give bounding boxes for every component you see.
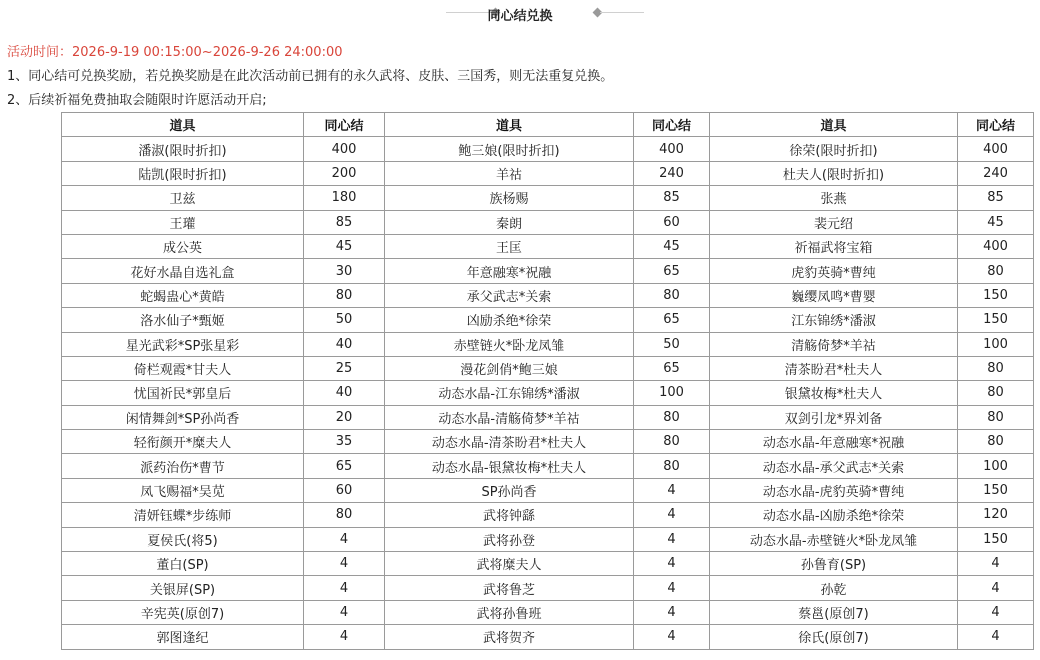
item-name-cell: 轻衔颜开*糜夫人 [62, 430, 304, 454]
item-cost-cell: 150 [958, 283, 1034, 307]
item-name-cell: 秦朗 [385, 210, 634, 234]
item-name-cell: 祈福武将宝箱 [710, 234, 958, 258]
item-cost-cell: 40 [304, 381, 385, 405]
item-name-cell: 董白(SP) [62, 552, 304, 576]
item-name-cell: 清茶盼君*杜夫人 [710, 356, 958, 380]
item-name-cell: 巍缨凤鸣*曹婴 [710, 283, 958, 307]
item-name-cell: 武将钟繇 [385, 503, 634, 527]
item-cost-cell: 4 [304, 576, 385, 600]
table-row [62, 137, 1034, 161]
header-cost-3: 同心结 [958, 113, 1034, 137]
table-row [62, 454, 1034, 478]
item-name-cell: 徐氏(原创7) [710, 625, 958, 649]
table-row [62, 478, 1034, 502]
item-cost-cell: 100 [634, 381, 710, 405]
item-cost-cell: 20 [304, 405, 385, 429]
item-cost-cell: 4 [634, 625, 710, 649]
item-cost-cell: 200 [304, 161, 385, 185]
item-cost-cell: 60 [304, 478, 385, 502]
table-row [62, 161, 1034, 185]
item-name-cell: 杜夫人(限时折扣) [710, 161, 958, 185]
item-name-cell: 银黛妆梅*杜夫人 [710, 381, 958, 405]
item-name-cell: 动态水晶-年意融寒*祝融 [710, 430, 958, 454]
item-cost-cell: 80 [634, 283, 710, 307]
item-name-cell: 凶励杀绝*徐荣 [385, 308, 634, 332]
item-cost-cell: 65 [634, 308, 710, 332]
item-cost-cell: 80 [958, 356, 1034, 380]
item-name-cell: 武将孙鲁班 [385, 600, 634, 624]
item-name-cell: 蔡邕(原创7) [710, 600, 958, 624]
item-name-cell: 王匡 [385, 234, 634, 258]
exchange-table [61, 112, 1034, 650]
item-name-cell: 卫兹 [62, 186, 304, 210]
item-cost-cell: 30 [304, 259, 385, 283]
item-cost-cell: 4 [304, 600, 385, 624]
item-name-cell: 虎豹英骑*曹纯 [710, 259, 958, 283]
item-name-cell: 倚栏观霞*甘夫人 [62, 356, 304, 380]
item-name-cell: 孙乾 [710, 576, 958, 600]
item-name-cell: 星光武彩*SP张星彩 [62, 332, 304, 356]
item-name-cell: 年意融寒*祝融 [385, 259, 634, 283]
item-cost-cell: 60 [634, 210, 710, 234]
item-name-cell: 武将糜夫人 [385, 552, 634, 576]
item-cost-cell: 240 [634, 161, 710, 185]
item-name-cell: 辛宪英(原创7) [62, 600, 304, 624]
item-cost-cell: 80 [304, 283, 385, 307]
table-row [62, 503, 1034, 527]
item-name-cell: 动态水晶-银黛妆梅*杜夫人 [385, 454, 634, 478]
item-cost-cell: 4 [634, 600, 710, 624]
rule-text-2: 2、后续祈福免费抽取会随限时许愿活动开启; [7, 93, 267, 108]
item-name-cell: 动态水晶-虎豹英骑*曹纯 [710, 478, 958, 502]
item-cost-cell: 4 [958, 552, 1034, 576]
item-name-cell: 孙鲁育(SP) [710, 552, 958, 576]
table-row [62, 430, 1034, 454]
item-name-cell: 承父武志*关索 [385, 283, 634, 307]
item-name-cell: 武将鲁芝 [385, 576, 634, 600]
table-row [62, 552, 1034, 576]
item-cost-cell: 120 [958, 503, 1034, 527]
item-name-cell: 动态水晶-江东锦绣*潘淑 [385, 381, 634, 405]
table-row [62, 405, 1034, 429]
item-cost-cell: 4 [958, 576, 1034, 600]
item-name-cell: 花好水晶自选礼盒 [62, 259, 304, 283]
item-name-cell: 清妍钰蝶*步练师 [62, 503, 304, 527]
item-name-cell: 江东锦绣*潘淑 [710, 308, 958, 332]
item-cost-cell: 35 [304, 430, 385, 454]
item-cost-cell: 4 [304, 625, 385, 649]
item-name-cell: 凤飞赐福*吴苋 [62, 478, 304, 502]
table-row [62, 210, 1034, 234]
item-cost-cell: 25 [304, 356, 385, 380]
table-row [62, 332, 1034, 356]
item-cost-cell: 45 [304, 234, 385, 258]
item-name-cell: 闲情舞剑*SP孙尚香 [62, 405, 304, 429]
item-name-cell: 动态水晶-凶励杀绝*徐荣 [710, 503, 958, 527]
item-name-cell: 鲍三娘(限时折扣) [385, 137, 634, 161]
item-cost-cell: 4 [634, 576, 710, 600]
item-cost-cell: 65 [634, 259, 710, 283]
header-item-2: 道具 [385, 113, 634, 137]
item-cost-cell: 4 [304, 552, 385, 576]
table-body [62, 137, 1034, 649]
item-name-cell: 动态水晶-承父武志*关索 [710, 454, 958, 478]
item-cost-cell: 50 [304, 308, 385, 332]
item-name-cell: 动态水晶-清茶盼君*杜夫人 [385, 430, 634, 454]
item-name-cell: SP孙尚香 [385, 478, 634, 502]
table-row [62, 625, 1034, 649]
header-cost-2: 同心结 [634, 113, 710, 137]
table-row [62, 600, 1034, 624]
item-cost-cell: 4 [304, 527, 385, 551]
item-cost-cell: 150 [958, 308, 1034, 332]
item-name-cell: 蛇蝎蛊心*黄皓 [62, 283, 304, 307]
item-name-cell: 族杨赐 [385, 186, 634, 210]
item-cost-cell: 65 [304, 454, 385, 478]
item-name-cell: 张燕 [710, 186, 958, 210]
table-row [62, 259, 1034, 283]
event-time: 活动时间：2026-9-19 00:15:00~2026-9-26 24:00:00 [7, 45, 343, 60]
item-cost-cell: 4 [634, 527, 710, 551]
item-cost-cell: 400 [304, 137, 385, 161]
item-cost-cell: 180 [304, 186, 385, 210]
item-cost-cell: 400 [958, 137, 1034, 161]
item-cost-cell: 4 [634, 552, 710, 576]
item-cost-cell: 4 [958, 600, 1034, 624]
item-name-cell: 裴元绍 [710, 210, 958, 234]
item-cost-cell: 45 [634, 234, 710, 258]
rule-text-1: 1、同心结可兑换奖励，若兑换奖励是在此次活动前已拥有的永久武将、皮肤、三国秀，则无法重复兑换。 [7, 69, 614, 84]
page-header [0, 0, 1040, 26]
item-name-cell: 洛水仙子*甄姬 [62, 308, 304, 332]
item-cost-cell: 80 [634, 405, 710, 429]
item-name-cell: 陆凯(限时折扣) [62, 161, 304, 185]
item-cost-cell: 80 [958, 259, 1034, 283]
item-cost-cell: 240 [958, 161, 1034, 185]
item-name-cell: 武将孙登 [385, 527, 634, 551]
page-title: 同心结兑换 [487, 9, 553, 24]
item-cost-cell: 4 [634, 478, 710, 502]
item-name-cell: 派药治伤*曹节 [62, 454, 304, 478]
item-name-cell: 成公英 [62, 234, 304, 258]
table-row [62, 186, 1034, 210]
item-cost-cell: 40 [304, 332, 385, 356]
title-right-rule [600, 12, 644, 13]
table-row [62, 283, 1034, 307]
table-row [62, 356, 1034, 380]
item-name-cell: 赤壁链火*卧龙凤雏 [385, 332, 634, 356]
item-name-cell: 徐荣(限时折扣) [710, 137, 958, 161]
item-cost-cell: 80 [634, 454, 710, 478]
table-row [62, 527, 1034, 551]
item-cost-cell: 100 [958, 332, 1034, 356]
item-cost-cell: 85 [958, 186, 1034, 210]
item-cost-cell: 50 [634, 332, 710, 356]
table-row [62, 234, 1034, 258]
item-cost-cell: 45 [958, 210, 1034, 234]
header-item-3: 道具 [710, 113, 958, 137]
item-name-cell: 清觞倚梦*羊祜 [710, 332, 958, 356]
item-name-cell: 双剑引龙*界刘备 [710, 405, 958, 429]
table-row [62, 576, 1034, 600]
item-name-cell: 武将贺齐 [385, 625, 634, 649]
item-name-cell: 动态水晶-赤壁链火*卧龙凤雏 [710, 527, 958, 551]
item-cost-cell: 150 [958, 527, 1034, 551]
item-cost-cell: 100 [958, 454, 1034, 478]
item-name-cell: 夏侯氏(将5) [62, 527, 304, 551]
item-cost-cell: 80 [304, 503, 385, 527]
item-name-cell: 王瓘 [62, 210, 304, 234]
table-header-row [62, 113, 1034, 137]
item-cost-cell: 80 [958, 430, 1034, 454]
item-cost-cell: 80 [958, 405, 1034, 429]
item-name-cell: 潘淑(限时折扣) [62, 137, 304, 161]
item-cost-cell: 85 [634, 186, 710, 210]
item-name-cell: 忧国祈民*郭皇后 [62, 381, 304, 405]
item-cost-cell: 4 [634, 503, 710, 527]
item-cost-cell: 85 [304, 210, 385, 234]
item-cost-cell: 80 [958, 381, 1034, 405]
item-name-cell: 关银屏(SP) [62, 576, 304, 600]
item-cost-cell: 4 [958, 625, 1034, 649]
header-cost-1: 同心结 [304, 113, 385, 137]
item-name-cell: 羊祜 [385, 161, 634, 185]
item-cost-cell: 65 [634, 356, 710, 380]
item-cost-cell: 150 [958, 478, 1034, 502]
item-name-cell: 漫花剑俏*鲍三娘 [385, 356, 634, 380]
item-cost-cell: 400 [958, 234, 1034, 258]
header-item-1: 道具 [62, 113, 304, 137]
table-row [62, 381, 1034, 405]
item-name-cell: 郭图逢纪 [62, 625, 304, 649]
item-name-cell: 动态水晶-清觞倚梦*羊祜 [385, 405, 634, 429]
item-cost-cell: 400 [634, 137, 710, 161]
table-row [62, 308, 1034, 332]
item-cost-cell: 80 [634, 430, 710, 454]
